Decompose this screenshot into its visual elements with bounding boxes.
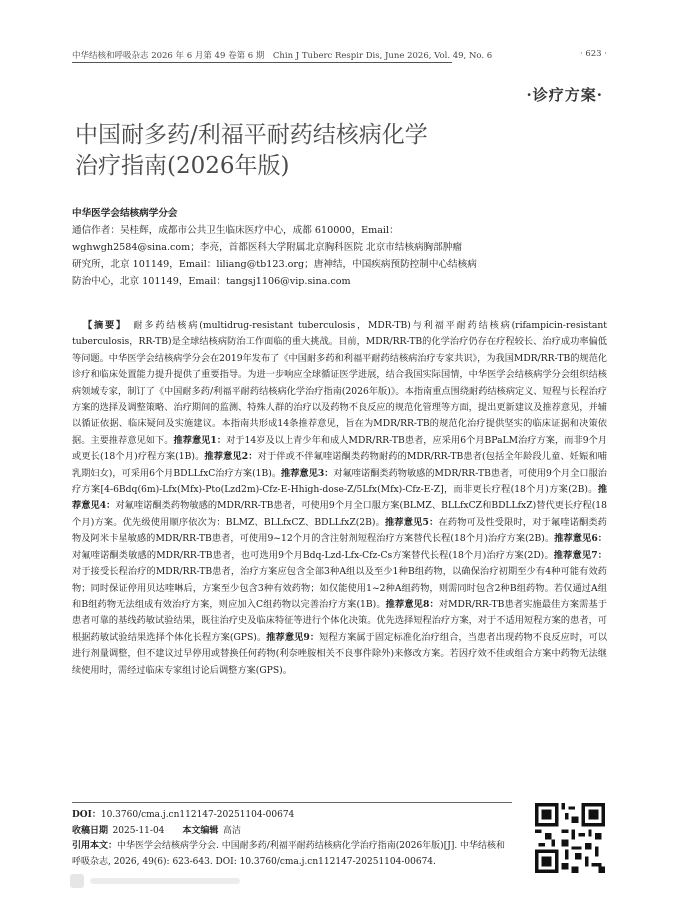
rec-4-label: 推荐意见4： xyxy=(72,484,607,512)
rec-8-text: 对MDR/RR-TB患者实施最佳方案需基于患者可靠的基线药敏试验结果，既往治疗史及临床特征等进行个体化决策。优先选择短程治疗方案，对于不适用短程方案的患者，可根据药敏试验结果选择个体化长程方案(GPS)。 xyxy=(72,598,607,643)
article-footer xyxy=(72,808,512,870)
article-title xyxy=(75,120,575,182)
editor-label: 本文编辑 xyxy=(182,825,219,836)
rec-2-label: 推荐意见2： xyxy=(204,451,258,463)
correspondence-line-3: 研究所，北京 101149，Email：liliang@tb123.org；唐神结，中国疾病预防控制中心结核病 xyxy=(72,259,477,270)
rec-1-label: 推荐意见1： xyxy=(173,434,227,446)
rec-6-label: 推荐意见6： xyxy=(554,533,607,545)
rec-9-label: 推荐意见9： xyxy=(266,631,320,643)
rec-8-label: 推荐意见8： xyxy=(385,598,439,610)
received-label: 收稿日期 xyxy=(72,825,109,836)
author-block xyxy=(72,205,607,290)
doi-line xyxy=(72,808,512,824)
page-number: · 623 · xyxy=(579,49,607,59)
abstract xyxy=(72,318,607,679)
publisher-watermark-logo xyxy=(70,870,270,892)
author-organization: 中华医学会结核病学分会 xyxy=(72,208,178,219)
rec-2-text: 对于伴或不伴氟喹诺酮类药物耐药的MDR/RR-TB患者(包括全年龄段儿童、妊娠和哺乳期妇女)，可采用6个月BDLLfxC治疗方案(1B)。 xyxy=(72,451,607,479)
rec-6-text: 对氟喹诺酮类敏感的MDR/RR-TB患者，也可选用9个月Bdq-Lzd-Lfx-Cfz-Cs方案替代长程(18个月)治疗方案(2D)。 xyxy=(72,549,554,561)
journal-line: 中华结核和呼吸杂志 2026 年 6 月第 49 卷第 6 期 Chin J Tuberc Respir Dis, June 2026, Vol. 49, No. 6 xyxy=(72,51,493,61)
rec-1-text: 对于14岁及以上青少年和成人MDR/RR-TB患者，应采用6个月BPaLM治疗方案，而非9个月或更长(18个月)疗程方案(1B)。 xyxy=(72,434,607,463)
abstract-label: 【摘要】 xyxy=(81,320,127,331)
rec-9-text: 短程方案属于固定标准化治疗组合，当患者出现药物不良反应时，可以进行剂量调整，但不建议过早停用或替换任何药物(利奈唑胺相关不良事件除外)来修改方案。若因疗效不佳或组合方案中药物无法继续使用时，需经过临床专家组讨论后调整方案(GPS)。 xyxy=(72,631,608,676)
rec-7-text: 对于接受长程治疗的MDR/RR-TB患者，治疗方案应包含全部3种A组以及至少1种B组药物，以确保治疗初期至少有4种可能有效药物；同时保证停用贝达喹啉后，方案至少包含3种有效药物；如仅能使用1~2种A组药物，则需同时包含2种B组药物。若仅通过A组和B组药物无法组成有效治疗方案，则应加入C组药物以完善治疗方案(1B)。 xyxy=(72,566,607,610)
doi-label: DOI： xyxy=(72,810,101,820)
citation-line xyxy=(72,839,512,870)
column-label: ·诊疗方案· xyxy=(526,86,603,104)
running-header xyxy=(72,49,607,61)
editor-name: 高洁 xyxy=(222,825,241,836)
citation-label: 引用本文： xyxy=(72,841,118,851)
qr-code-icon[interactable] xyxy=(535,803,605,873)
abstract-intro: 耐多药结核病(multidrug-resistant tuberculosis，MDR-TB)与利福平耐药结核病(rifampicin-resistant tuberculosis，RR-TB)是全球结核病防治工作面临的重大挑战。目前，MDR/RR-TB的化学治疗仍存在疗程较长、治疗成功率偏低等问题。中华医学会结核病学分会在2019年发布了《中国耐多药和利福平耐药结核病治疗专家共识》，为我国MDR/RR-TB的规范化诊疗和临床处置能力提升提供了重要指导。为进一步响应全球循证医学进展，结合我国实际国情，中华医学会结核病学分会组织结核病领域专家，制订了《中国耐多药/利福平耐药结核病化学治疗指南(2026年版)》。本指南重点围绕耐药结核病定义、短程与长程治疗方案的选择及调整策略、治疗期间的监测、特殊人群的治疗以及药物不良反应的规范化管理等方面，提出更新建议及推荐意见，并辅以循证依据、临床疑问及实施建议。本指南共形成14条推荐意见，旨在为MDR/RR-TB的规范化治疗提供坚实的临床证据和决策依据。主要推荐意见如下。 xyxy=(72,320,607,446)
rec-4-text: 对氟喹诺酮类药物敏感的MDR/RR-TB患者，可使用9个月全口服方案(BLMZ、BLLfxCZ和BDLLfxZ)替代更长疗程(18个月)方案。优先级使用顺序依次为：BLMZ、BLLfxCZ、BDLLfxZ(2B)。 xyxy=(72,500,607,528)
received-date: 2025-11-04 xyxy=(112,825,165,836)
rec-5-text: 在药物可及性受限时，对于氟喹诺酮类药物及阿米卡星敏感的MDR/RR-TB患者，可使用9~12个月的含注射剂短程治疗方案替代长程(18个月)治疗方案(2B)。 xyxy=(72,516,607,545)
correspondence-line-4: 防治中心，北京 101149，Email：tangsj1106@vip.sina.com xyxy=(72,276,351,287)
correspondence-line-1: 通信作者：吴桂辉，成都市公共卫生临床医疗中心，成都 610000，Email： xyxy=(72,225,399,236)
rec-7-label: 推荐意见7： xyxy=(553,549,607,561)
received-line xyxy=(72,824,512,840)
rec-3-label: 推荐意见3： xyxy=(281,467,334,479)
title-line-1: 中国耐多药/利福平耐药结核病化学 xyxy=(75,122,428,148)
doi-value[interactable]: 10.3760/cma.j.cn112147-20251104-00674 xyxy=(100,810,295,820)
footer-rule xyxy=(72,802,512,803)
rec-3-text: 对氟喹诺酮类药物敏感的MDR/RR-TB患者，可使用9个月全口服治疗方案[4-6Bdq(6m)-Lfx(Mfx)-Pto(Lzd2m)-Cfz-E-Hhigh-dose-Z/5Lfx(Mfx)-Cfz-E-Z]，而非更长疗程(18个月)方案(2B)。 xyxy=(72,467,607,496)
correspondence-line-2: wghwgh2584@sina.com；李亮，首都医科大学附属北京胸科医院 北京市结核病胸部肿瘤 xyxy=(72,242,462,253)
citation-text: 中华医学会结核病学分会. 中国耐多药/利福平耐药结核病化学治疗指南(2026年版)[J]. 中华结核和呼吸杂志, 2026, 49(6): 623-643. DOI: 10.3760/cma.j.cn112147-20251104-00674. xyxy=(72,841,506,867)
title-line-2: 治疗指南(2026年版) xyxy=(75,153,290,179)
header-rule xyxy=(72,62,452,63)
rec-5-label: 推荐意见5： xyxy=(385,516,439,528)
